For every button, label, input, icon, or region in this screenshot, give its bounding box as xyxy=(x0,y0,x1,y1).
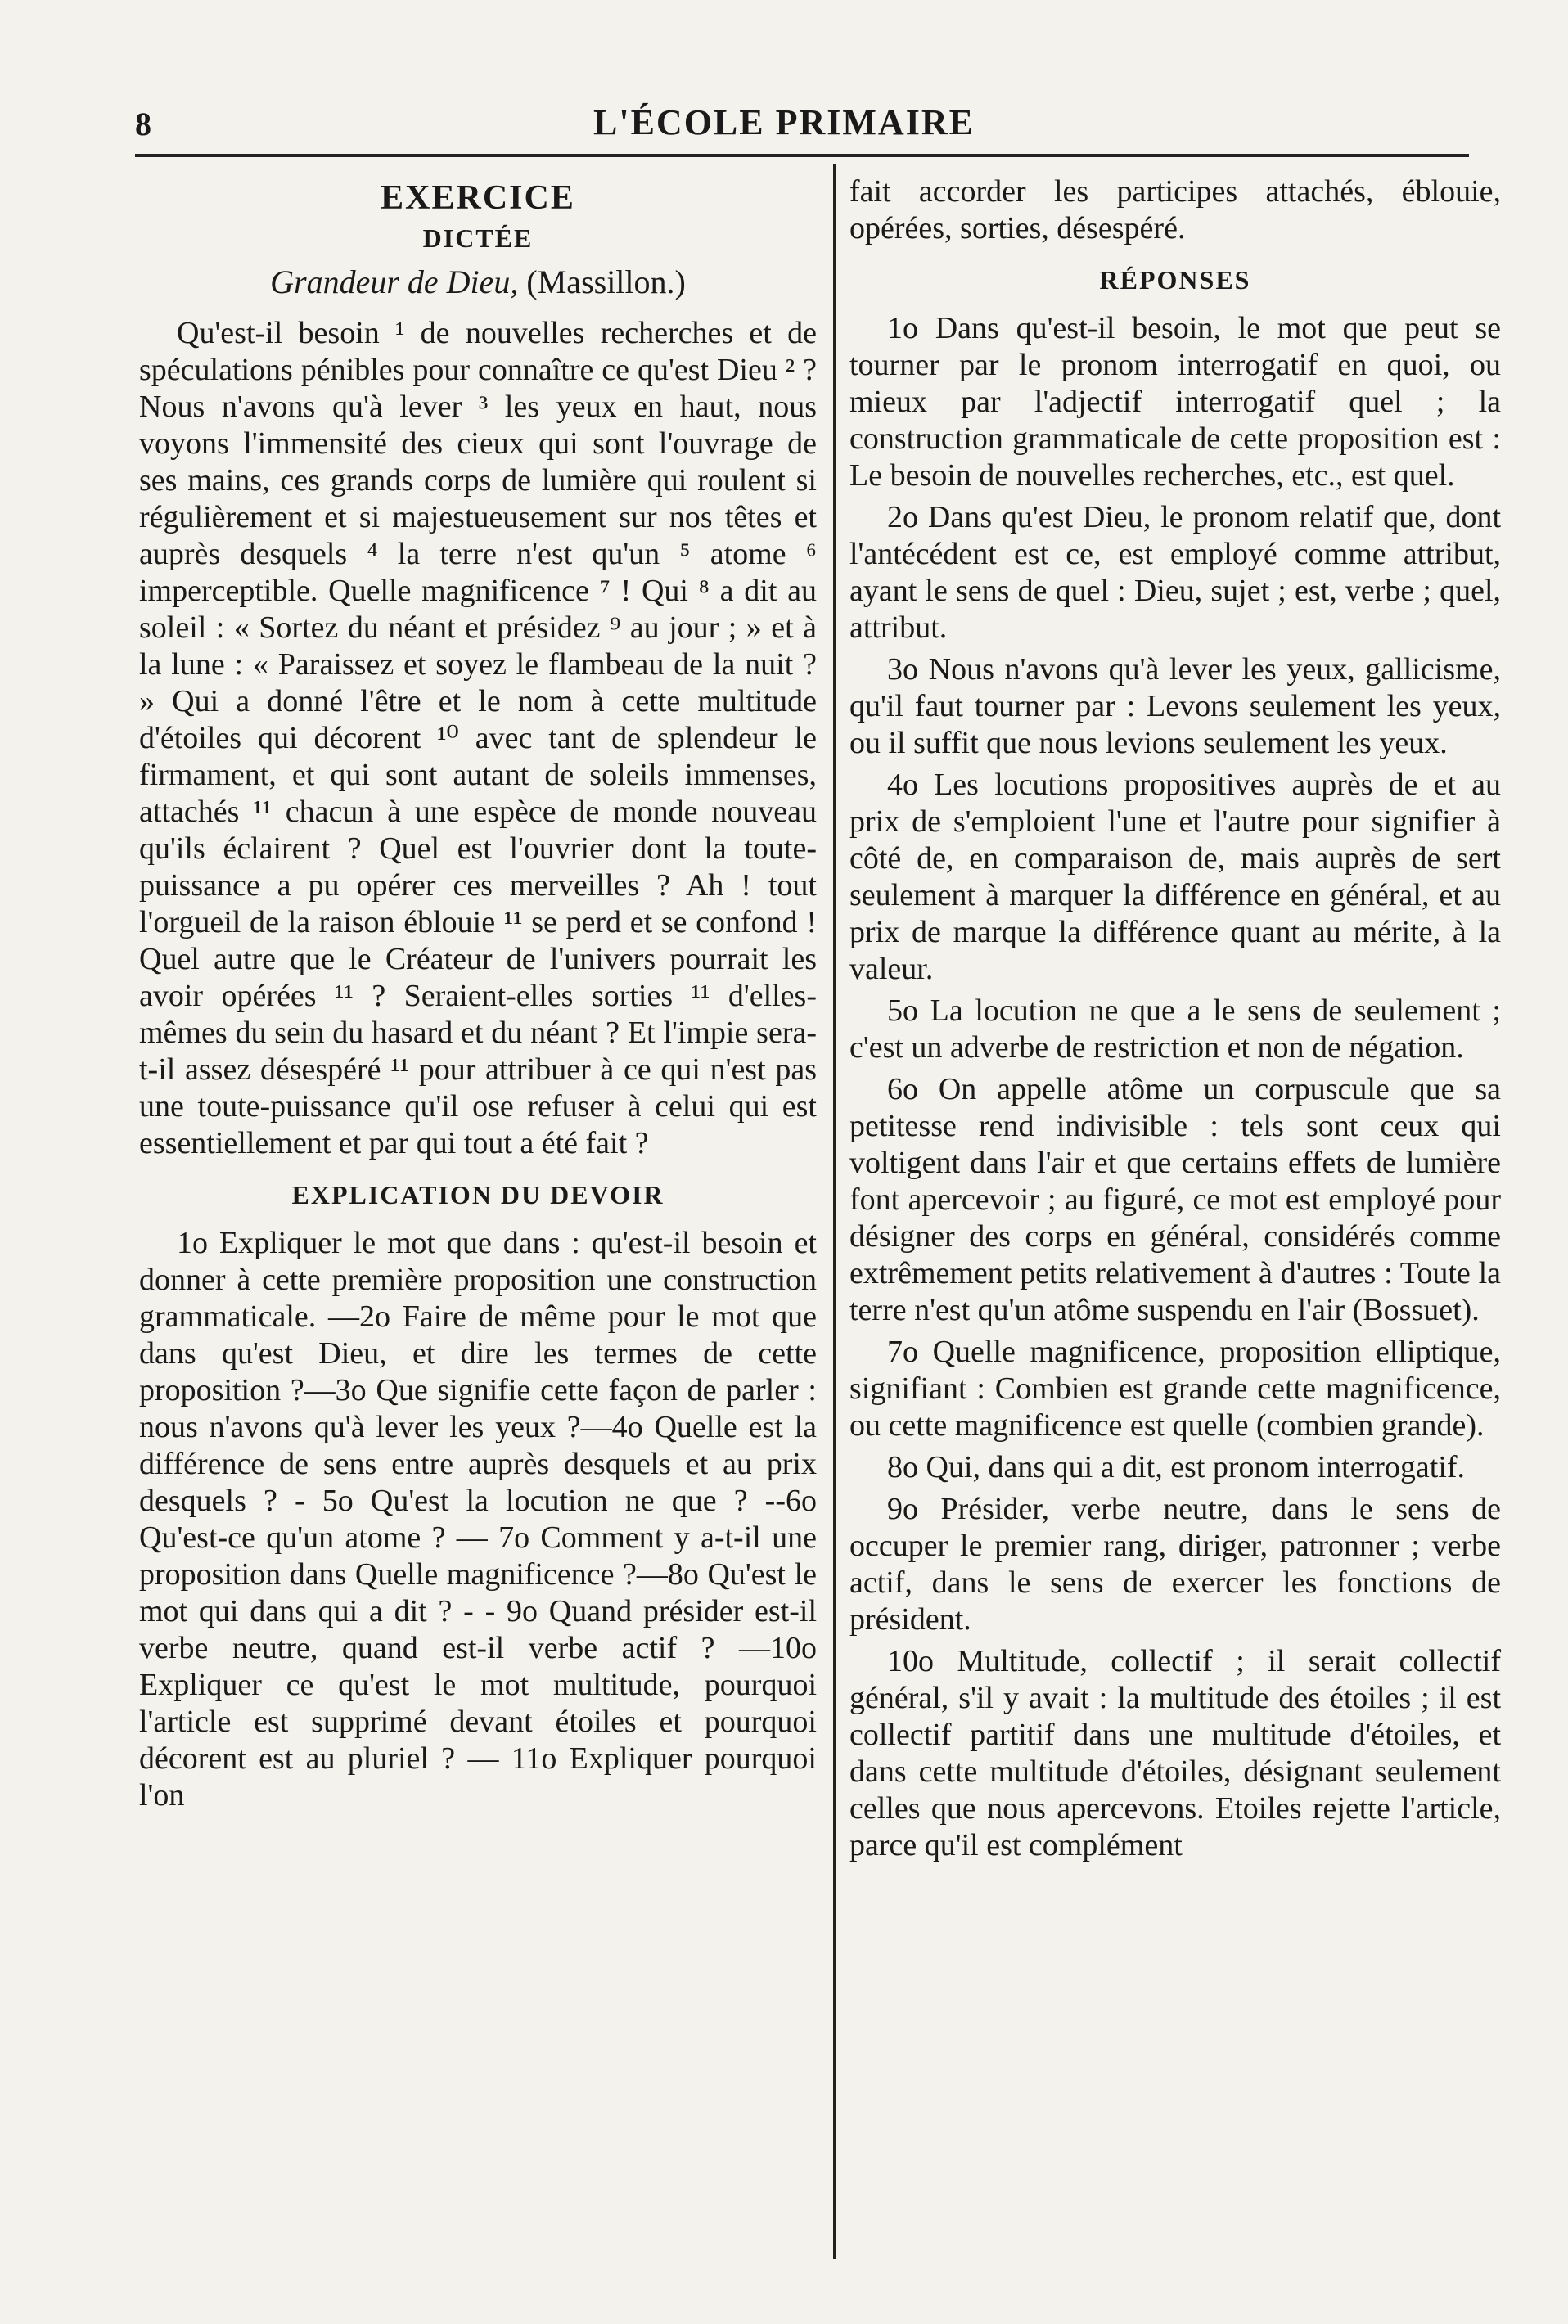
dictation-text: Qu'est-il besoin ¹ de nouvelles recherches et de spéculations pénibles pour connaître ce qu'est Dieu ² ? Nous n'avons qu'à lever ³ les yeux en haut, nous voyons l'immensité des cieux qui sont l'ouvrage de ses mains, ces grands corps de lumière qui roulent si régulièrement et si majestueusement sur nos têtes et auprès desquels ⁴ la terre n'est qu'un ⁵ atome ⁶ imperceptible. Quelle magnificence ⁷ ! Qui ⁸ a dit au soleil : « Sortez du néant et présidez ⁹ au jour ; » et à la lune : « Paraissez et soyez le flambeau de la nuit ? » Qui a donné l'être et le nom à cette multitude d'étoiles qui décorent ¹⁰ avec tant de splendeur le firmament, et qui sont autant de soleils immenses, attachés ¹¹ chacun à une espèce de monde nouveau qu'ils éclairent ? Quel est l'ouvrier dont la toute-puissance a pu opérer ces merveilles ? Ah ! tout l'orgueil de la raison éblouie ¹¹ se perd et se confond ! Quel autre que le Créateur de l'univers pourrait les avoir opérées ¹¹ ? Seraient-elles sorties ¹¹ d'elles-mêmes du sein du hasard et du néant ? Et l'impie sera-t-il assez désespéré ¹¹ pour attribuer à ce qui n'est pas une toute-puissance qu'il ose refuser à celui qui est essentiellement et par qui tout a été fait ? xyxy=(139,316,817,1160)
answer-1: 1o Dans qu'est-il besoin, le mot que peut se tourner par le pronom interrogatif en quoi, ou mieux par l'adjectif interrogatif quel ; la construction grammaticale de cette proposition est : Le besoin de nouvelles recherches, etc., est quel. xyxy=(849,311,1501,493)
dictation-subtitle: DICTÉE xyxy=(422,223,534,253)
answer-6: 6o On appelle atôme un corpuscule que sa petitesse rend indivisible : tels sont ceux qui voltigent dans l'air et que certains effets de lumière font apercevoir ; au figuré, ce mot est employé pour désigner des corps en général, considérés comme extrêmement petits relativement à d'autres : Toute la terre n'est qu'un atôme suspendu en l'air (Bossuet). xyxy=(849,1072,1501,1327)
continuation-text: fait accorder les participes attachés, éblouie, opérées, sorties, désespéré. xyxy=(849,174,1501,245)
answer-4: 4o Les locutions propositives auprès de et au prix de s'emploient l'une et l'autre pour signifier à côté de, en comparaison de, mais auprès de sert seulement à marquer la différence en général, et au prix de marque la différence quant au mérite, à la valeur. xyxy=(849,768,1501,986)
work-author: (Massillon.) xyxy=(526,263,686,300)
right-column xyxy=(849,173,1501,1869)
page-number: 8 xyxy=(135,106,151,142)
reponses-heading: RÉPONSES xyxy=(1099,265,1251,295)
left-column xyxy=(139,173,817,1819)
answer-2: 2o Dans qu'est Dieu, le pronom relatif que, dont l'antécédent est ce, est employé comme attribut, ayant le sens de quel : Dieu, sujet ; est, verbe ; quel, attribut. xyxy=(849,500,1501,645)
explication-heading: EXPLICATION DU DEVOIR xyxy=(291,1180,665,1209)
answer-9: 9o Présider, verbe neutre, dans le sens de occuper le premier rang, diriger, patronner ; verbe actif, dans le sens de exercer les fonctions de président. xyxy=(849,1492,1501,1637)
answer-3: 3o Nous n'avons qu'à lever les yeux, gallicisme, qu'il faut tourner par : Levons seulement les yeux, ou il suffit que nous levions seulement les yeux. xyxy=(849,652,1501,760)
header-rule xyxy=(135,154,1469,157)
answer-7: 7o Quelle magnificence, proposition elliptique, signifiant : Combien est grande cette magnificence, ou cette magnificence est quelle (combien grande). xyxy=(849,1335,1501,1443)
exercise-title: EXERCICE xyxy=(381,179,575,217)
answer-10: 10o Multitude, collectif ; il serait collectif général, s'il y avait : la multitude des étoiles ; il est collectif partitif dans une multitude d'étoiles, et dans cette multitude d'étoiles, désignant seulement celles que nous apercevons. Etoiles rejette l'article, parce qu'il est complément xyxy=(849,1644,1501,1862)
column-divider xyxy=(833,164,836,2259)
work-title-text: Grandeur de Dieu, xyxy=(270,263,519,300)
answer-8: 8o Qui, dans qui a dit, est pronom interrogatif. xyxy=(887,1450,1466,1484)
work-title xyxy=(139,263,817,300)
answer-5: 5o La locution ne que a le sens de seulement ; c'est un adverbe de restriction et non de négation. xyxy=(849,993,1501,1065)
explication-text: 1o Expliquer le mot que dans : qu'est-il besoin et donner à cette première proposition une construction grammaticale. —2o Faire de même pour le mot que dans qu'est Dieu, et dire les termes de cette proposition ?—3o Que signifie cette façon de parler : nous n'avons qu'à lever les yeux ?—4o Quelle est la différence de sens entre auprès desquels et au prix desquels ? - 5o Qu'est la locution ne que ? --6o Qu'est-ce qu'un atome ? — 7o Comment y a-t-il une proposition dans Quelle magnificence ?—8o Qu'est le mot qui dans qui a dit ? - - 9o Quand présider est-il verbe neutre, quand est-il verbe actif ? —10o Expliquer ce qu'est le mot multitude, pourquoi l'article est supprimé devant étoiles et pourquoi décorent est au pluriel ? — 11o Expliquer pourquoi l'on xyxy=(139,1226,817,1813)
running-head: L'ÉCOLE PRIMAIRE xyxy=(593,102,975,142)
